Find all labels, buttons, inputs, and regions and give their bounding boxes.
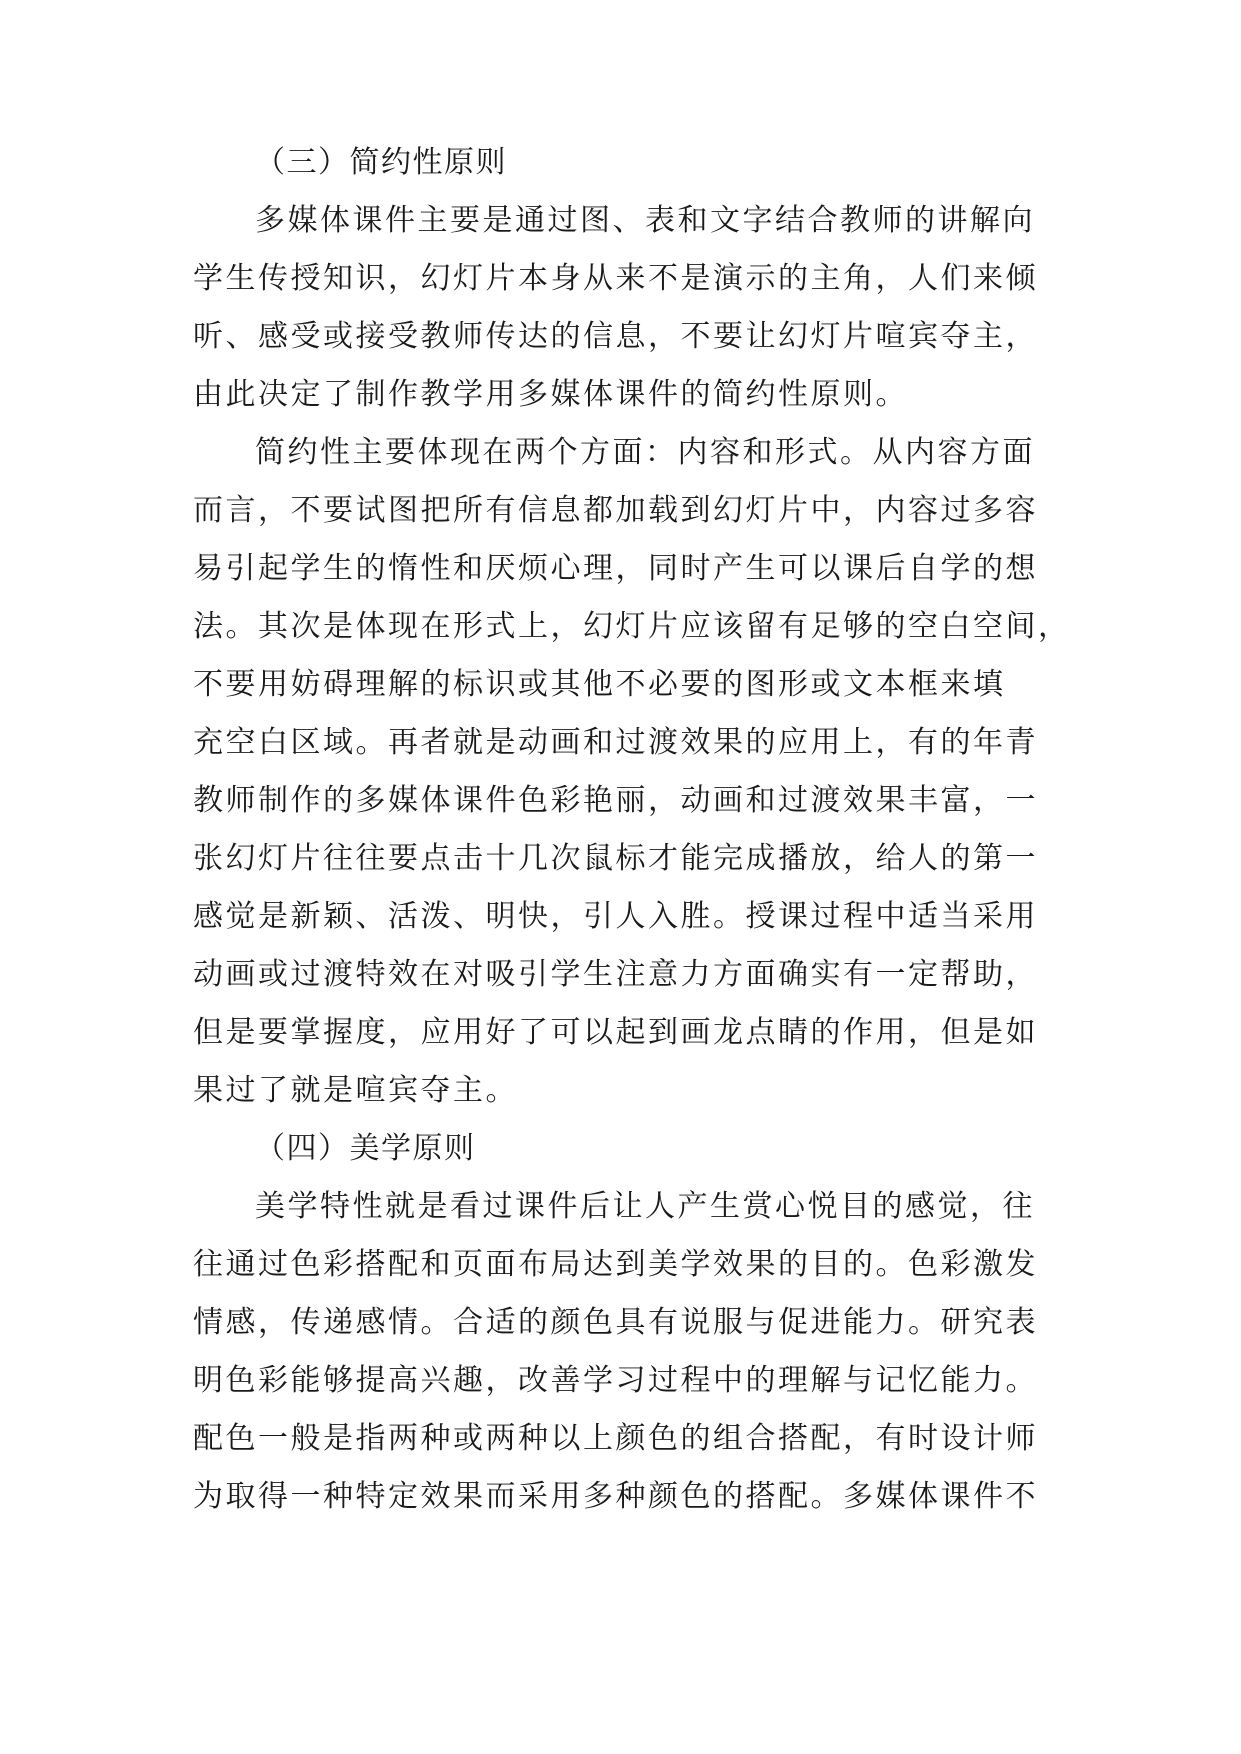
paragraph-line: 法。其次是体现在形式上，幻灯片应该留有足够的空白空间， bbox=[193, 609, 1071, 644]
paragraph-line: 但是要掌握度，应用好了可以起到画龙点睛的作用，但是如 bbox=[193, 1015, 1038, 1050]
paragraph-line: 简约性主要体现在两个方面：内容和形式。从内容方面 bbox=[255, 435, 1035, 470]
paragraph-line: 明色彩能够提高兴趣，改善学习过程中的理解与记忆能力。 bbox=[193, 1363, 1038, 1398]
paragraph-line: 听、感受或接受教师传达的信息，不要让幻灯片喧宾夺主， bbox=[193, 319, 1038, 354]
paragraph-line: 学生传授知识，幻灯片本身从来不是演示的主角，人们来倾 bbox=[193, 261, 1038, 296]
paragraph-line: 往通过色彩搭配和页面布局达到美学效果的目的。色彩激发 bbox=[193, 1247, 1038, 1282]
paragraph-line: 感觉是新颖、活泼、明快，引人入胜。授课过程中适当采用 bbox=[193, 899, 1038, 934]
section-heading-aesthetics: （四）美学原则 bbox=[255, 1131, 476, 1166]
paragraph-line: 情感，传递感情。合适的颜色具有说服与促进能力。研究表 bbox=[193, 1305, 1038, 1340]
paragraph-line: 多媒体课件主要是通过图、表和文字结合教师的讲解向 bbox=[255, 203, 1035, 238]
paragraph-line: 配色一般是指两种或两种以上颜色的组合搭配，有时设计师 bbox=[193, 1421, 1038, 1456]
paragraph-line: 不要用妨碍理解的标识或其他不必要的图形或文本框来填 bbox=[193, 667, 1006, 702]
paragraph-line: 充空白区域。再者就是动画和过渡效果的应用上，有的年青 bbox=[193, 725, 1038, 760]
paragraph-line: 易引起学生的惰性和厌烦心理，同时产生可以课后自学的想 bbox=[193, 551, 1038, 586]
paragraph-line: 教师制作的多媒体课件色彩艳丽，动画和过渡效果丰富，一 bbox=[193, 783, 1038, 818]
paragraph-line: 为取得一种特定效果而采用多种颜色的搭配。多媒体课件不 bbox=[193, 1479, 1038, 1514]
paragraph-line: 由此决定了制作教学用多媒体课件的简约性原则。 bbox=[193, 377, 908, 412]
paragraph-line: 美学特性就是看过课件后让人产生赏心悦目的感觉，往 bbox=[255, 1189, 1035, 1224]
section-heading-simplicity: （三）简约性原则 bbox=[255, 145, 507, 180]
paragraph-line: 果过了就是喧宾夺主。 bbox=[193, 1073, 518, 1108]
paragraph-line: 动画或过渡特效在对吸引学生注意力方面确实有一定帮助， bbox=[193, 957, 1038, 992]
paragraph-line: 张幻灯片往往要点击十几次鼠标才能完成播放，给人的第一 bbox=[193, 841, 1038, 876]
paragraph-line: 而言，不要试图把所有信息都加载到幻灯片中，内容过多容 bbox=[193, 493, 1038, 528]
